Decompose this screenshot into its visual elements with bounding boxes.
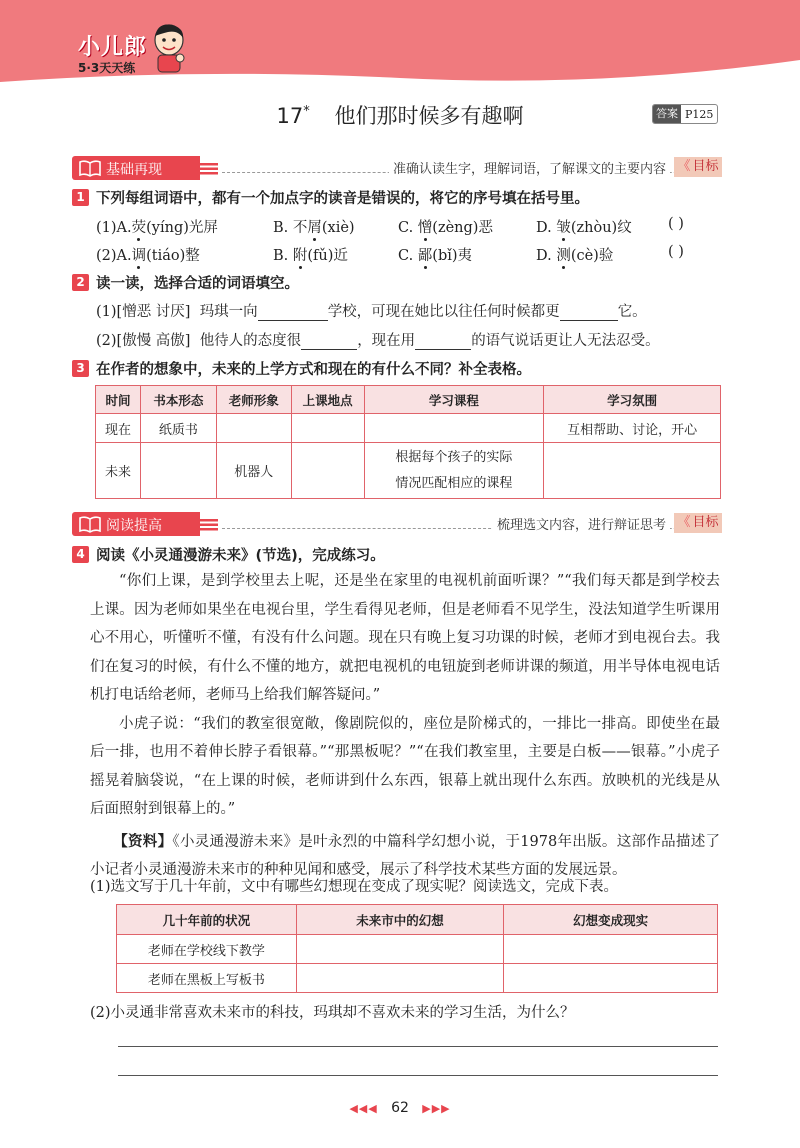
question-number-badge: 3	[72, 360, 89, 377]
stripes-decoration	[196, 163, 222, 175]
table-header: 时间	[96, 386, 141, 414]
passage-paragraph: “你们上课，是到学校里去上呢，还是坐在家里的电视机前面听课？”“我们每天都是到学校去上课。因为老师如果坐在电视台里，学生看得见老师，但是老师看不见学生，没法知道学生听课用心不用心，听懂听不懂，有没有什么问题。现在只有晚上复习功课的时候，老师才到电视台去。我们在复习的时候，有什么不懂的地方，就把电视机的电钮旋到老师讲课的频道，用半导体电视电话机打电话给老师，老师马上给我们解答疑问。”	[90, 573, 720, 703]
goal-badge: 《 目标	[674, 157, 722, 177]
table-cell-blank[interactable]	[544, 443, 721, 499]
section-basic-bar	[72, 156, 722, 180]
left-arrows-icon: ◀◀◀	[349, 1102, 378, 1115]
stripes-decoration	[196, 519, 222, 531]
table-header: 未来市中的幻想	[296, 905, 504, 935]
q1-r2-option-b: B. 附(fǔ)近	[273, 248, 348, 264]
lesson-number: 17	[276, 104, 304, 128]
answer-label: 答案	[653, 105, 681, 123]
table-cell-blank[interactable]	[216, 414, 291, 443]
section-reading-tag	[72, 512, 200, 536]
table-cell-blank[interactable]	[140, 443, 216, 499]
question-3-text: 在作者的想象中，未来的上学方式和现在的有什么不同？补全表格。	[96, 362, 531, 378]
q1-r1-option-d: D. 皱(zhòu)纹	[536, 220, 632, 236]
lesson-title-text: 他们那时候多有趣啊	[334, 104, 524, 128]
table-cell: 纸质书	[140, 414, 216, 443]
section-basic-label: 基础再现	[106, 162, 162, 178]
table-cell: 老师在学校线下教学	[117, 935, 297, 964]
question-number-badge: 4	[72, 546, 89, 563]
passage-paragraph: 小虎子说：“我们的教室很宽敞，像剧院似的，座位是阶梯式的，一排比一排高。即使坐在最后一排，也用不着伸长脖子看银幕。”“那黑板呢？”“在我们教室里，主要是白板——银幕。”小虎子摇晃着脑袋说，“在上课的时候，老师讲到什么东西，银幕上就出现什么东西。放映机的光线是从后面照射到银幕上的。”	[90, 715, 720, 817]
answer-line[interactable]	[118, 1075, 718, 1076]
question-1-row-1: (1)A.荧(yíng)光屏	[96, 220, 218, 236]
answer-line[interactable]	[118, 1046, 718, 1047]
table-cell: 现在	[96, 414, 141, 443]
table-cell: 老师在黑板上写板书	[117, 964, 297, 993]
question-4-text: 阅读《小灵通漫游未来》(节选)，完成练习。	[96, 548, 385, 564]
answer-reference	[652, 104, 718, 124]
material-text: 《小灵通漫游未来》是叶永烈的中篇科学幻想小说，于1978年出版。这部作品描述了小记者小灵通漫游未来市的种种见闻和感受，展示了科学技术某些方面的发展远景。	[90, 833, 720, 878]
table-header: 几十年前的状况	[117, 905, 297, 935]
q1-r1-answer-paren[interactable]: ( )	[668, 216, 684, 232]
table-cell: 根据每个孩子的实际 情况匹配相应的课程	[364, 443, 544, 499]
question-2-row-1: (1)[憎恶 讨厌] 玛琪一向 学校，可现在她比以往任何时候都更 它。	[96, 304, 647, 320]
right-arrows-icon: ▶▶▶	[422, 1102, 451, 1115]
question-4-sub-1: (1)选文写于几十年前，文中有哪些幻想现在变成了现实呢？阅读选文，完成下表。	[90, 879, 619, 895]
fantasy-reality-table	[116, 904, 718, 993]
question-number-badge: 2	[72, 274, 89, 291]
table-cell: 未来	[96, 443, 141, 499]
question-3-stem	[72, 358, 531, 379]
page-footer	[0, 1100, 800, 1116]
table-cell-blank[interactable]	[291, 443, 364, 499]
section-basic-tag	[72, 156, 200, 180]
table-header: 书本形态	[140, 386, 216, 414]
q1-r1-option-b: B. 不屑(xiè)	[273, 220, 355, 236]
table-cell-blank[interactable]	[364, 414, 544, 443]
table-cell-blank[interactable]	[291, 414, 364, 443]
brand-title: 小儿郎	[78, 35, 148, 60]
q1-r2-option-d: D. 测(cè)验	[536, 248, 614, 264]
goal-badge: 《 目标	[674, 513, 722, 533]
section-basic-goal: 准确认读生字，理解词语，了解课文的主要内容	[389, 158, 670, 177]
fill-blank[interactable]	[258, 304, 328, 321]
fill-blank[interactable]	[560, 304, 618, 321]
fill-blank[interactable]	[415, 333, 471, 350]
table-header: 学习课程	[364, 386, 544, 414]
question-2-row-2: (2)[傲慢 高傲] 他待人的态度很 ，现在用 的语气说话更让人无法忍受。	[96, 333, 660, 349]
answer-page: P125	[685, 107, 714, 121]
table-cell: 互相帮助、讨论，开心	[544, 414, 721, 443]
lesson-mark: *	[303, 104, 310, 119]
table-header: 学习氛围	[544, 386, 721, 414]
table-header: 老师形象	[216, 386, 291, 414]
book-icon	[78, 515, 102, 533]
table-cell-blank[interactable]	[504, 964, 718, 993]
question-4-sub-2: (2)小灵通非常喜欢未来市的科技，玛琪却不喜欢未来的学习生活，为什么？	[90, 1005, 575, 1021]
question-4-stem	[72, 544, 385, 565]
question-1-row-2: (2)A.调(tiáo)整	[96, 248, 200, 264]
section-reading-bar	[72, 512, 722, 536]
question-1-text: 下列每组词语中，都有一个加点字的读音是错误的，将它的序号填在括号里。	[96, 191, 589, 207]
table-cell-blank[interactable]	[296, 964, 504, 993]
mascot-icon	[150, 22, 188, 74]
q1-r1-option-c: C. 憎(zèng)恶	[398, 220, 493, 236]
question-2-text: 读一读，选择合适的词语填空。	[96, 276, 299, 292]
table-cell-blank[interactable]	[504, 935, 718, 964]
future-school-table	[95, 385, 721, 499]
material-label: 【资料】	[113, 832, 173, 850]
table-cell: 机器人	[216, 443, 291, 499]
table-cell-blank[interactable]	[296, 935, 504, 964]
book-icon	[78, 159, 102, 177]
reading-passage	[90, 567, 720, 885]
q1-r2-option-c: C. 鄙(bǐ)夷	[398, 248, 473, 264]
question-1-stem	[72, 187, 589, 208]
section-reading-goal: 梳理选文内容，进行辩证思考	[493, 514, 670, 533]
q1-r2-answer-paren[interactable]: ( )	[668, 244, 684, 260]
table-header: 上课地点	[291, 386, 364, 414]
brand-logo	[78, 30, 147, 76]
brand-subtitle: 5·3天天练	[78, 61, 136, 75]
question-2-stem	[72, 272, 299, 293]
section-reading-label: 阅读提高	[106, 518, 162, 534]
question-number-badge: 1	[72, 189, 89, 206]
fill-blank[interactable]	[301, 333, 357, 350]
table-header: 幻想变成现实	[504, 905, 718, 935]
page-number: 62	[391, 1100, 409, 1116]
